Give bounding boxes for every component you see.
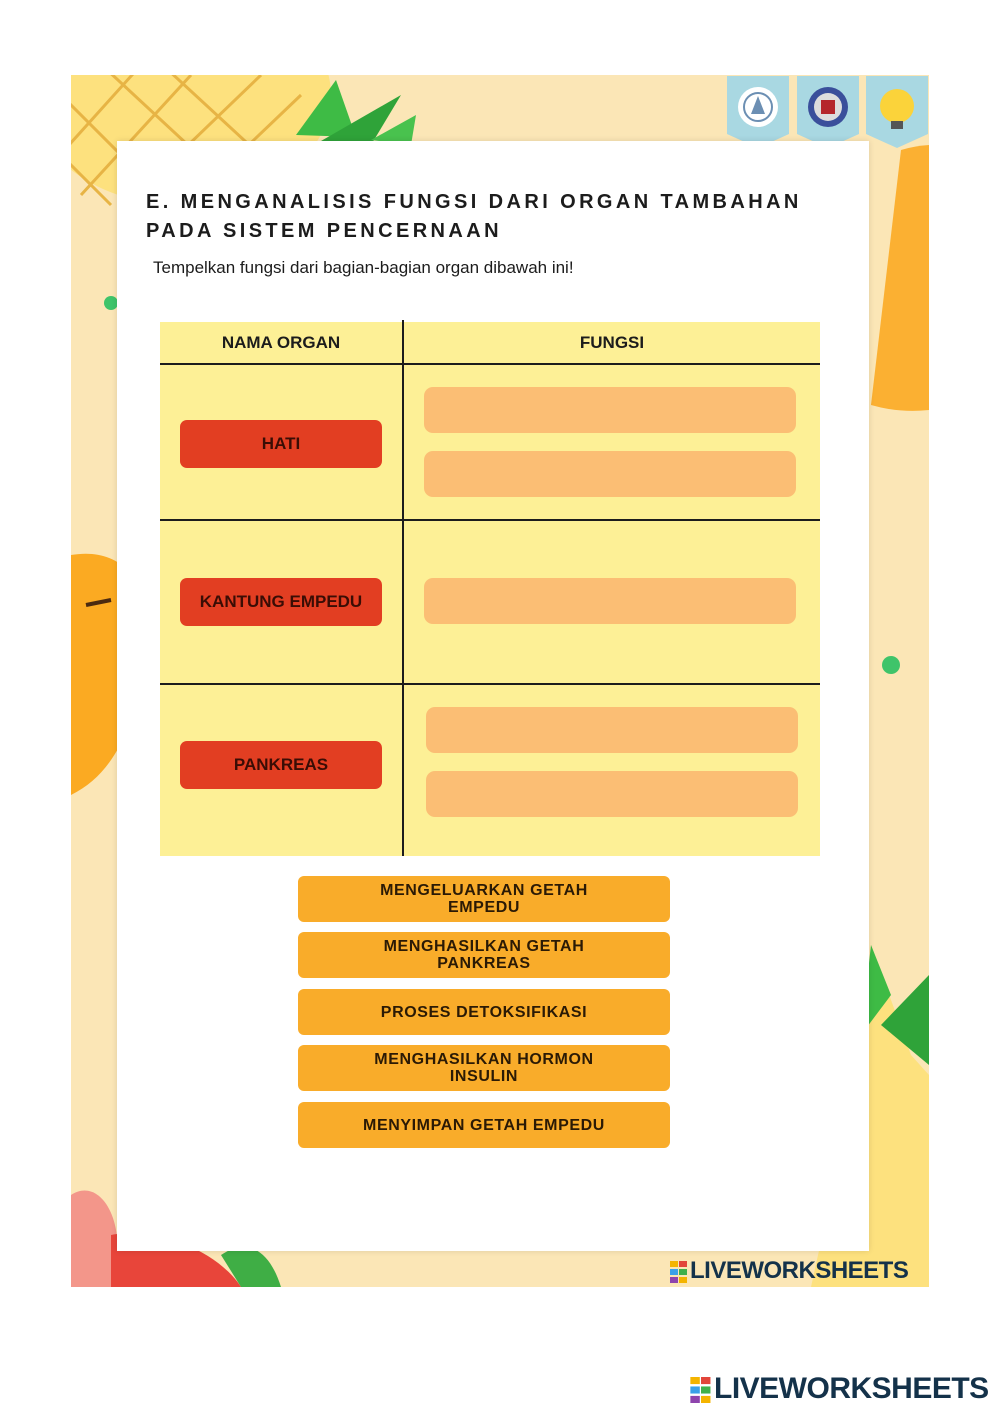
drop-slot-hati-1[interactable] (424, 387, 796, 433)
option-label: MENGHASILKAN GETAH PANKREAS (383, 938, 585, 972)
option-proses-detoksifikasi[interactable] (298, 989, 670, 1035)
drop-slot-pankreas-1[interactable] (426, 707, 798, 753)
option-label: MENGHASILKAN HORMON INSULIN (374, 1051, 594, 1085)
option-menyimpan-getah-empedu[interactable] (298, 1102, 670, 1148)
school-emblem-icon (797, 76, 859, 148)
option-menghasilkan-getah-pankreas[interactable] (298, 932, 670, 978)
organ-label-pankreas: PANKREAS (180, 741, 382, 789)
university-seal-icon (727, 76, 789, 148)
liveworksheets-footer-logo[interactable]: LIVEWORKSHEETS (690, 1372, 989, 1406)
liveworksheets-logo-icon (690, 1377, 712, 1403)
option-menghasilkan-hormon-insulin[interactable] (298, 1045, 670, 1091)
organ-label-hati: HATI (180, 420, 382, 468)
header-organ-name: NAMA ORGAN (221, 333, 341, 352)
table-divider (160, 683, 820, 685)
instruction-text: Tempelkan fungsi dari bagian-bagian organ dibawah ini! (153, 258, 574, 277)
drop-slot-kantung-empedu-1[interactable] (424, 578, 796, 624)
organ-label-kantung-empedu: KANTUNG EMPEDU (180, 578, 382, 626)
page-title: E. MENGANALISIS FUNGSI DARI ORGAN TAMBAHAN PADA SISTEM PENCERNAAN (146, 191, 802, 242)
liveworksheets-logo-icon (670, 1261, 688, 1283)
science-vlab-lightbulb-icon (866, 76, 928, 148)
table-column-divider (402, 320, 404, 856)
liveworksheets-inner-logo: LIVEWORKSHEETS (670, 1257, 908, 1285)
table-divider (160, 363, 820, 365)
table-divider (160, 519, 820, 521)
drop-slot-pankreas-2[interactable] (426, 771, 798, 817)
drop-slot-hati-2[interactable] (424, 451, 796, 497)
option-mengeluarkan-getah-empedu[interactable] (298, 876, 670, 922)
option-label: PROSES DETOKSIFIKASI (380, 1003, 588, 1021)
option-label: MENGELUARKAN GETAH EMPEDU (380, 882, 588, 916)
header-function: FUNGSI (579, 333, 645, 352)
option-label: MENYIMPAN GETAH EMPEDU (363, 1116, 605, 1134)
